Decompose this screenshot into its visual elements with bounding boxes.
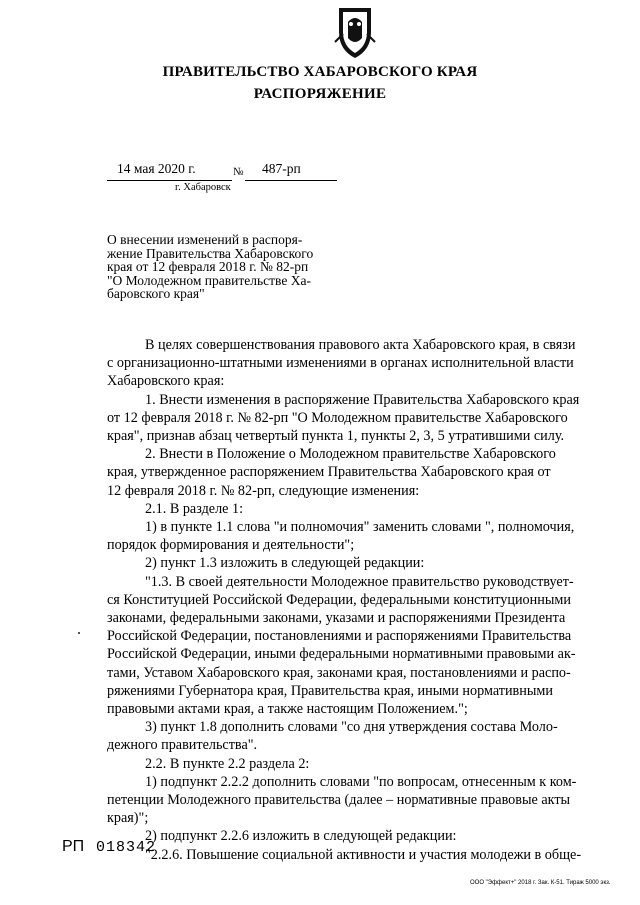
document-number: 487-рп — [262, 161, 301, 176]
subject-line: О внесении изменений в распоря- — [107, 232, 303, 247]
body-line: 2.1. В разделе 1: — [145, 500, 244, 517]
body-line: ряжениями Губернатора края, Правительства края, иными нормативными — [107, 682, 553, 699]
document-body — [107, 336, 615, 864]
body-line: 2. Внести в Положение о Молодежном правительстве Хабаровского — [145, 446, 556, 463]
city: г. Хабаровск — [175, 182, 231, 193]
document-date: 14 мая 2020 г. — [117, 161, 196, 176]
body-line: 2) пункт 1.3 изложить в следующей редакции: — [145, 555, 425, 572]
printer-imprint: ООО "Эффект+" 2018 г. Зак. К-51. Тираж 5000 экз. — [470, 880, 611, 886]
body-line: с организационно-штатными изменениями в органах исполнительной власти — [107, 355, 574, 372]
subject-line: жение Правительства Хабаровского — [107, 245, 314, 261]
series-label: РП — [62, 838, 85, 855]
serial-number: 018342 — [96, 839, 157, 856]
document-type: РАСПОРЯЖЕНИЕ — [253, 86, 387, 102]
body-line: "1.3. В своей деятельности Молодежное правительство руководствует- — [145, 573, 574, 590]
body-line: от 12 февраля 2018 г. № 82-рп "О Молодежном правительстве Хабаровского — [107, 409, 568, 426]
body-line: правовыми актами края, а также настоящим Положением."; — [107, 701, 468, 718]
body-line: 2) подпункт 2.2.6 изложить в следующей редакции: — [145, 828, 457, 845]
body-line: В целях совершенствования правового акта Хабаровского края, в связи — [145, 337, 576, 353]
body-line: Хабаровского края: — [107, 373, 225, 390]
body-line: Российской Федерации, постановлениями и распоряжениями Правительства — [107, 628, 572, 645]
subject-line: "О Молодежном правительстве Ха- — [107, 272, 311, 288]
body-line: края)"; — [107, 810, 149, 827]
date-underline — [107, 180, 232, 181]
body-line: 2.2. В пункте 2.2 раздела 2: — [145, 755, 310, 772]
body-line: 1) подпункт 2.2.2 дополнить словами "по вопросам, отнесенным к ком- — [145, 773, 577, 790]
body-line: края", признав абзац четвертый пункта 1, пункты 2, 3, 5 утратившими силу. — [107, 428, 565, 445]
organization-title: ПРАВИТЕЛЬСТВО ХАБАРОВСКОГО КРАЯ — [162, 64, 478, 80]
subject-line: баровского края" — [107, 286, 205, 301]
body-line: края, утвержденное распоряжением Правительства Хабаровского края от — [107, 464, 551, 481]
body-line: Российской Федерации, иными федеральными нормативными правовыми ак- — [107, 646, 576, 663]
number-sign: № — [233, 166, 244, 178]
body-line: 1) в пункте 1.1 слова "и полномочия" заменить словами ", полномочия, — [145, 519, 575, 536]
number-underline — [245, 180, 337, 181]
body-line: 3) пункт 1.8 дополнить словами "со дня утверждения состава Моло- — [145, 719, 558, 736]
body-line: дежного правительства". — [107, 737, 258, 754]
subject-line: края от 12 февраля 2018 г. № 82-рп — [107, 259, 309, 274]
body-line: 12 февраля 2018 г. № 82-рп, следующие изменения: — [107, 482, 420, 499]
scan-speck — [78, 632, 80, 634]
subject-block — [107, 233, 327, 301]
body-line: ся Конституцией Российской Федерации, федеральными конституционными — [107, 591, 571, 608]
body-line: законами, федеральными законами, указами и распоряжениями Президента — [107, 610, 566, 627]
body-line: "2.2.6. Повышение социальной активности и участия молодежи в обще- — [145, 846, 582, 863]
coat-of-arms-icon — [333, 2, 377, 60]
body-line: петенции Молодежного правительства (далее – нормативные правовые акты — [107, 792, 571, 809]
body-line: порядок формирования и деятельности"; — [107, 537, 355, 554]
body-line: тами, Уставом Хабаровского края, законами края, постановлениями и распо- — [107, 664, 571, 681]
body-line: 1. Внести изменения в распоряжение Правительства Хабаровского края — [145, 391, 580, 408]
